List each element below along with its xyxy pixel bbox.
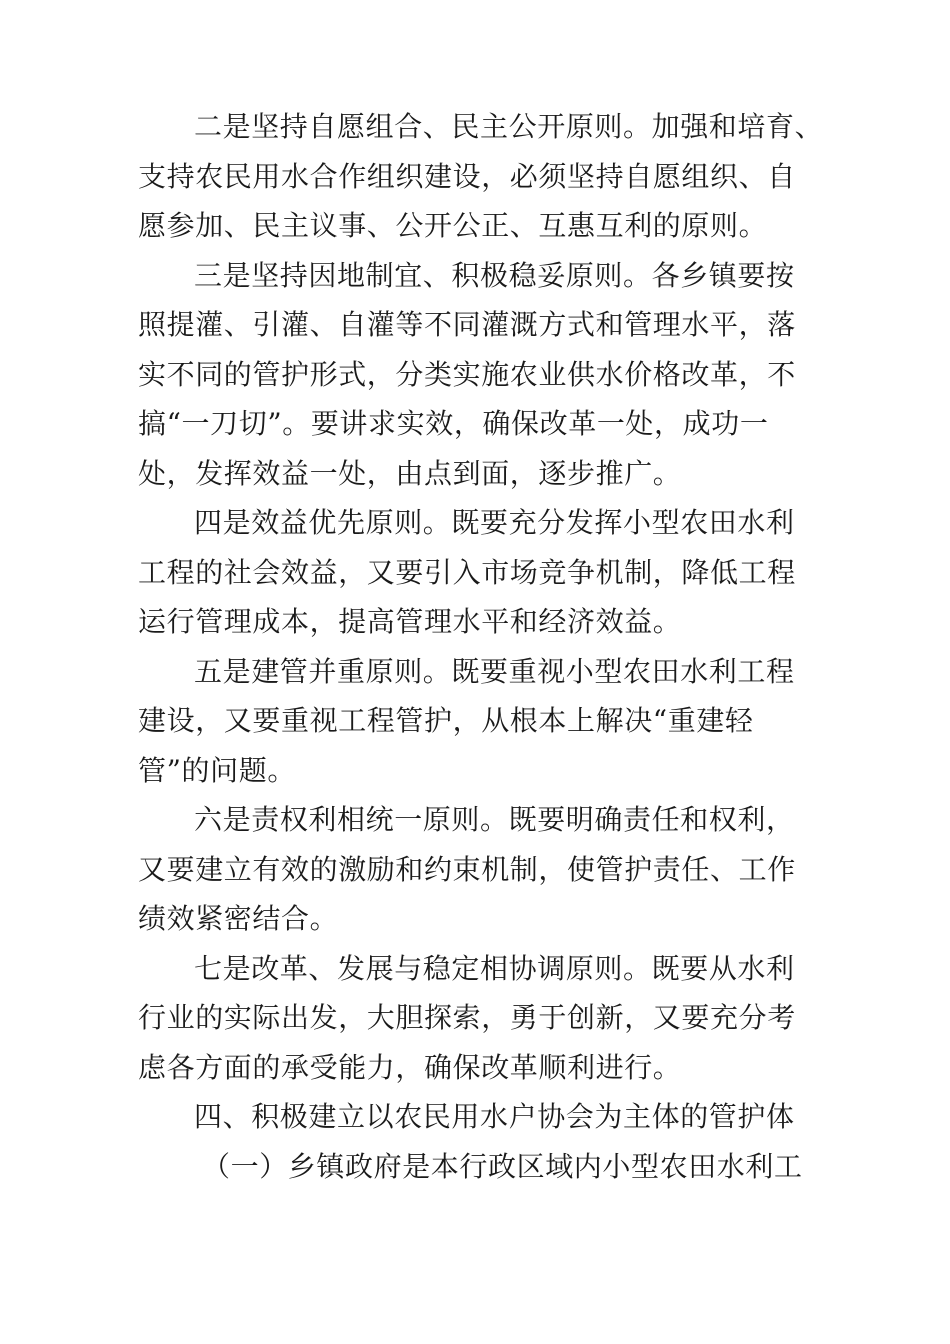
text-line: 工程的社会效益，又要引入市场竞争机制，降低工程 <box>138 555 796 589</box>
text-line: 管”的问题。 <box>138 753 296 787</box>
text-line: 又要建立有效的激励和约束机制，使管护责任、工作 <box>138 852 796 886</box>
paragraph-principle-4 <box>138 498 813 647</box>
text-line: 四是效益优先原则。既要充分发挥小型农田水利 <box>194 506 795 539</box>
text-line: 照提灌、引灌、自灌等不同灌溉方式和管理水平，落 <box>138 308 796 341</box>
text-line: 六是责权利相统一原则。既要明确责任和权利， <box>194 803 795 836</box>
text-line: （一）乡镇政府是本行政区域内小型农田水利工 <box>202 1149 803 1183</box>
paragraph-principle-3 <box>138 251 813 499</box>
text-line: 支持农民用水合作组织建设，必须坚持自愿组织、自 <box>138 159 796 193</box>
paragraph-principle-6 <box>138 795 813 944</box>
section-heading-4 <box>138 1092 813 1142</box>
text-line: 虑各方面的承受能力，确保改革顺利进行。 <box>138 1050 682 1084</box>
text-line: 绩效紧密结合。 <box>138 902 339 935</box>
text-line: 处，发挥效益一处，由点到面，逐步推广。 <box>138 456 682 490</box>
text-line: 三是坚持因地制宜、积极稳妥原则。各乡镇要按 <box>194 258 795 292</box>
text-line: 运行管理成本，提高管理水平和经济效益。 <box>138 605 682 638</box>
text-line: 五是建管并重原则。既要重视小型农田水利工程 <box>194 654 795 688</box>
text-line: 建设，又要重视工程管护，从根本上解决“重建轻 <box>138 704 754 737</box>
text-line: 行业的实际出发，大胆探索，勇于创新，又要充分考 <box>138 1001 796 1034</box>
text-line: 搞“一刀切”。要讲求实效，确保改革一处，成功一 <box>138 407 769 440</box>
subsection-heading-1 <box>138 1142 813 1192</box>
paragraph-principle-5 <box>138 647 813 796</box>
text-line: 七是改革、发展与稳定相协调原则。既要从水利 <box>194 951 795 985</box>
text-line: 四、积极建立以农民用水户协会为主体的管护体 <box>194 1100 795 1133</box>
paragraph-principle-7 <box>138 944 813 1093</box>
text-line: 二是坚持自愿组合、民主公开原则。加强和培育、 <box>194 110 824 143</box>
paragraph-principle-2 <box>138 102 824 251</box>
text-line: 愿参加、民主议事、公开公正、互惠互利的原则。 <box>138 209 768 242</box>
text-line: 实不同的管护形式，分类实施农业供水价格改革，不 <box>138 357 796 391</box>
document-page <box>138 102 824 1191</box>
